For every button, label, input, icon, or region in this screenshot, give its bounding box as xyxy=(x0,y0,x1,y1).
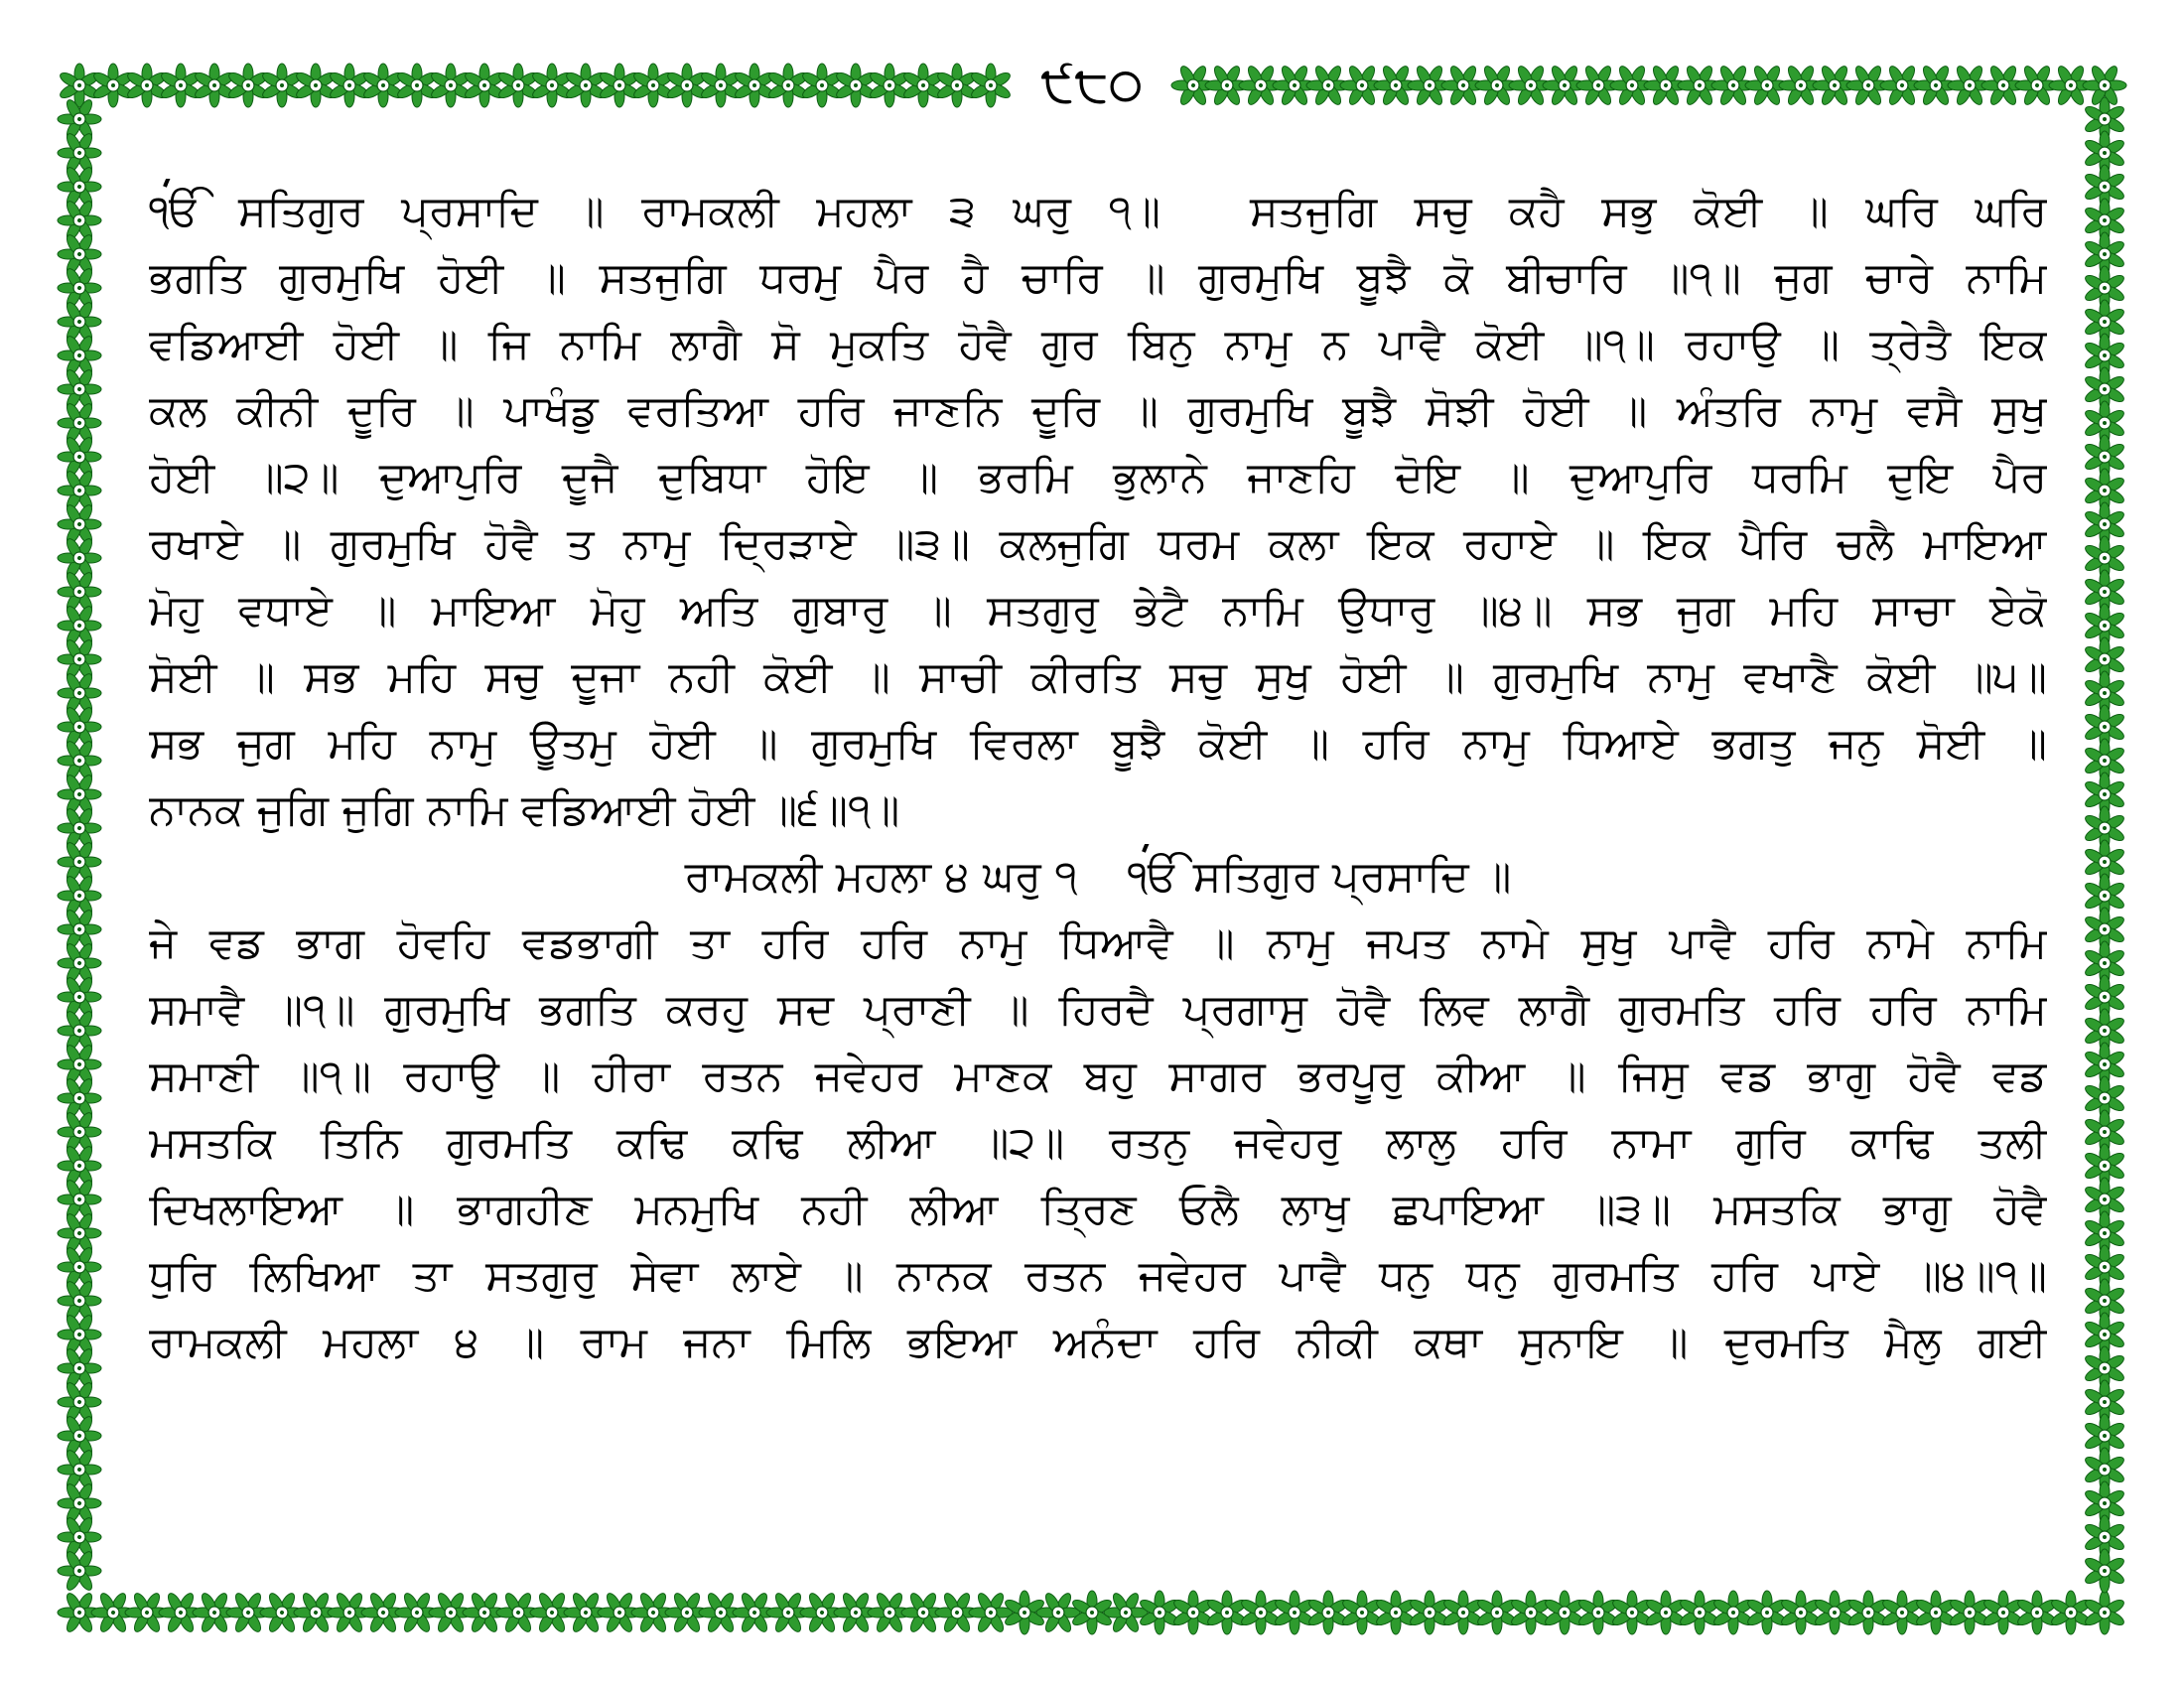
border-flower-icon xyxy=(50,393,108,453)
text-line-4: ਕਲ ਕੀਨੀ ਦੂਰਿ ॥ ਪਾਖੰਡੁ ਵਰਤਿਆ ਹਰਿ ਜਾਣਨਿ ਦੂਰਿ ॥ ਗੁਰਮੁਖਿ ਬੂਝੈ ਸੋਝੀ ਹੋਈ ॥ ਅੰਤਰਿ ਨਾਮੁ ਵਸੈ ਸੁਖੁ xyxy=(149,386,2047,436)
border-flower-icon xyxy=(50,1237,108,1297)
border-flower-icon xyxy=(1576,1591,1619,1634)
border-flower-icon xyxy=(1610,1591,1653,1634)
text-line-8: ਸੋਈ ॥ ਸਭ ਮਹਿ ਸਚੁ ਦੂਜਾ ਨਹੀ ਕੋਈ ॥ ਸਾਚੀ ਕੀਰਤਿ ਸਚੁ ਸੁਖੁ ਹੋਈ ॥ ਗੁਰਮੁਖਿ ਨਾਮੁ ਵਖਾਣੈ ਕੋਈ ॥੫॥ xyxy=(149,652,2047,702)
border-flower-icon xyxy=(50,1338,108,1398)
border-flower-icon xyxy=(1745,1591,1788,1634)
text-line-5: ਹੋਈ ॥੨॥ ਦੁਆਪੁਰਿ ਦੂਜੈ ਦੁਬਿਧਾ ਹੋਇ ॥ ਭਰਮਿ ਭੁਲਾਨੇ ਜਾਣਹਿ ਦੋਇ ॥ ਦੁਆਪੁਰਿ ਧਰਮਿ ਦੁਇ ਪੈਰ xyxy=(149,453,2047,502)
border-flower-icon xyxy=(1678,1591,1720,1634)
heading-invocation-text: ਸਤਿਗੁਰ ਪ੍ਰਸਾਦਿ ॥ xyxy=(1192,852,1512,902)
border-flower-icon xyxy=(50,191,108,250)
border-flower-icon xyxy=(2015,1591,2058,1634)
border-flower-icon xyxy=(50,900,108,959)
border-flower-icon xyxy=(50,663,108,723)
border-flower-icon xyxy=(1408,1591,1450,1634)
border-flower-icon xyxy=(935,64,978,107)
text-line-17: ਧੁਰਿ ਲਿਖਿਆ ਤਾ ਸਤਗੁਰੁ ਸੇਵਾ ਲਾਏ ॥ ਨਾਨਕ ਰਤਨ ਜਵੇਹਰ ਪਾਵੈ ਧਨੁ ਧਨੁ ਗੁਰਮਤਿ ਹਰਿ ਪਾਏ ॥੪॥੧॥ xyxy=(149,1251,2047,1301)
border-flower-icon xyxy=(2083,1591,2125,1634)
border-flower-icon xyxy=(50,157,108,216)
border-flower-icon xyxy=(631,64,674,107)
border-flower-icon xyxy=(1948,1591,1990,1634)
heading-raag-text: ਰਾਮਕਲੀ ਮਹਲਾ ੪ ਘਰੁ ੧ xyxy=(684,852,1078,902)
border-flower-icon xyxy=(50,494,108,554)
text-line-2: ਭਗਤਿ ਗੁਰਮੁਖਿ ਹੋਈ ॥ ਸਤਜੁਗਿ ਧਰਮੁ ਪੈਰ ਹੈ ਚਾਰਿ ॥ ਗੁਰਮੁਖਿ ਬੂਝੈ ਕੋ ਬੀਚਾਰਿ ॥੧॥ ਜੁਗ ਚਾਰੇ ਨਾਮਿ xyxy=(149,253,2047,303)
border-flower-icon xyxy=(50,765,108,824)
border-flower-icon xyxy=(1239,1591,1282,1634)
border-flower-icon xyxy=(1880,1591,1923,1634)
border-flower-icon xyxy=(1441,1591,1484,1634)
border-flower-icon xyxy=(260,64,303,107)
border-flower-icon xyxy=(1711,1591,1754,1634)
border-flower-icon xyxy=(50,258,108,318)
border-flower-icon xyxy=(1205,1591,1248,1634)
border-flower-icon xyxy=(50,359,108,419)
ik-onkar-arc-icon xyxy=(1138,844,1217,856)
border-flower-icon xyxy=(1475,1591,1518,1634)
gurbani-text xyxy=(149,179,2047,1376)
border-flower-icon xyxy=(1779,1591,1822,1634)
border-flower-icon xyxy=(50,1102,108,1162)
border-flower-icon xyxy=(50,1136,108,1196)
border-flower-icon xyxy=(530,64,573,107)
text-line-10: ਨਾਨਕ ਜੁਗਿ ਜੁਗਿ ਨਾਮਿ ਵਡਿਆਈ ਹੋਈ ॥੬॥੧॥ xyxy=(149,785,900,835)
border-flower-icon xyxy=(1306,1591,1349,1634)
border-flower-icon xyxy=(1644,1591,1687,1634)
border-flower-icon xyxy=(50,1440,108,1499)
border-flower-icon xyxy=(901,64,944,107)
border-flower-icon xyxy=(1543,1591,1585,1634)
border-flower-icon xyxy=(699,64,742,107)
border-flower-icon xyxy=(50,461,108,520)
border-flower-icon xyxy=(2083,1549,2125,1593)
border-flower-icon xyxy=(50,123,108,183)
border-flower-icon xyxy=(50,1305,108,1364)
border-flower-icon xyxy=(50,326,108,385)
border-flower-icon xyxy=(766,64,809,107)
border-flower-icon xyxy=(1096,1583,1155,1642)
border-flower-icon xyxy=(2049,1591,2092,1634)
border-flower-icon xyxy=(496,64,539,107)
border-flower-icon xyxy=(50,292,108,352)
border-flower-icon xyxy=(429,64,472,107)
border-flower-icon xyxy=(361,64,404,107)
border-flower-icon xyxy=(395,64,438,107)
ik-onkar-symbol: ੴ xyxy=(149,179,201,245)
border-flower-icon xyxy=(1813,1591,1855,1634)
border-flower-icon xyxy=(1374,1591,1417,1634)
border-flower-icon xyxy=(125,64,168,107)
border-flower-icon xyxy=(50,1372,108,1432)
border-flower-icon xyxy=(50,1474,108,1533)
border-flower-icon xyxy=(800,64,843,107)
border-flower-icon xyxy=(1509,1591,1552,1634)
border-flower-icon xyxy=(1171,1591,1214,1634)
border-flower-icon xyxy=(1340,1591,1383,1634)
border-flower-icon xyxy=(226,64,269,107)
ik-onkar-arc-icon xyxy=(159,179,238,191)
border-flower-icon xyxy=(961,1583,1020,1642)
border-flower-icon xyxy=(834,64,877,107)
text-line-3: ਵਡਿਆਈ ਹੋਈ ॥ ਜਿ ਨਾਮਿ ਲਾਗੈ ਸੋ ਮੁਕਤਿ ਹੋਵੈ ਗੁਰ ਬਿਨੁ ਨਾਮੁ ਨ ਪਾਵੈ ਕੋਈ ॥੧॥ ਰਹਾਉ ॥ ਤ੍ਰੇਤੈ ਇਕ xyxy=(149,320,2047,369)
border-flower-icon xyxy=(50,224,108,284)
text-line-13: ਸਮਾਵੈ ॥੧॥ ਗੁਰਮੁਖਿ ਭਗਤਿ ਕਰਹੁ ਸਦ ਪ੍ਰਾਣੀ ॥ ਹਿਰਦੈ ਪ੍ਰਗਾਸੁ ਹੋਵੈ ਲਿਵ ਲਾਗੈ ਗੁਰਮਤਿ ਹਰਿ ਹਰਿ ਨਾਮਿ xyxy=(149,985,2047,1035)
border-flower-icon xyxy=(50,1170,108,1229)
text-line-7: ਮੋਹੁ ਵਧਾਏ ॥ ਮਾਇਆ ਮੋਹੁ ਅਤਿ ਗੁਬਾਰੁ ॥ ਸਤਗੁਰੁ ਭੇਟੈ ਨਾਮਿ ਉਧਾਰੁ ॥੪॥ ਸਭ ਜੁਗ ਮਹਿ ਸਾਚਾ ਏਕੋ xyxy=(149,586,2047,635)
border-flower-icon xyxy=(868,64,910,107)
invocation-text: ਸਤਿਗੁਰ ਪ੍ਰਸਾਦਿ ॥ ਰਾਮਕਲੀ ਮਹਲਾ ੩ ਘਰੁ ੧॥ xyxy=(237,187,1161,236)
border-flower-icon xyxy=(50,1406,108,1466)
border-flower-icon xyxy=(665,64,708,107)
text-line-15: ਮਸਤਕਿ ਤਿਨਿ ਗੁਰਮਤਿ ਕਢਿ ਕਢਿ ਲੀਆ ॥੨॥ ਰਤਨੁ ਜਵੇਹਰੁ ਲਾਲੁ ਹਰਿ ਨਾਮਾ ਗੁਰਿ ਕਾਢਿ ਤਲੀ xyxy=(149,1118,2047,1168)
border-flower-icon xyxy=(50,1001,108,1060)
text-line-9: ਸਭ ਜੁਗ ਮਹਿ ਨਾਮੁ ਊਤਮੁ ਹੋਈ ॥ ਗੁਰਮੁਖਿ ਵਿਰਲਾ ਬੂਝੈ ਕੋਈ ॥ ਹਰਿ ਨਾਮੁ ਧਿਆਏ ਭਗਤੁ ਜਨੁ ਸੋਈ ॥ xyxy=(149,719,2047,769)
border-flower-icon xyxy=(50,1068,108,1128)
border-flower-icon xyxy=(50,596,108,655)
border-flower-icon xyxy=(50,1541,108,1601)
text-line-6: ਰਖਾਏ ॥ ਗੁਰਮੁਖਿ ਹੋਵੈ ਤ ਨਾਮੁ ਦ੍ਰਿੜਾਏ ॥੩॥ ਕਲਜੁਗਿ ਧਰਮ ਕਲਾ ਇਕ ਰਹਾਏ ॥ ਇਕ ਪੈਰਿ ਚਲੈ ਮਾਇਆ xyxy=(149,519,2047,569)
border-flower-icon xyxy=(1028,1583,1087,1642)
border-flower-icon xyxy=(564,64,607,107)
text-line-1 xyxy=(149,179,2047,245)
section-heading xyxy=(149,844,2047,911)
ik-onkar-symbol: ੴ xyxy=(1128,844,1179,911)
border-flower-icon xyxy=(58,64,100,107)
border-flower-icon xyxy=(50,630,108,689)
border-flower-icon xyxy=(193,64,235,107)
border-flower-icon xyxy=(733,64,775,107)
border-flower-icon xyxy=(50,933,108,993)
border-flower-icon xyxy=(1273,1591,1315,1634)
text-line-14: ਸਮਾਣੀ ॥੧॥ ਰਹਾਉ ॥ ਹੀਰਾ ਰਤਨ ਜਵੇਹਰ ਮਾਣਕ ਬਹੁ ਸਾਗਰ ਭਰਪੂਰੁ ਕੀਆ ॥ ਜਿਸੁ ਵਡ ਭਾਗੁ ਹੋਵੈ ਵਡ xyxy=(149,1052,2047,1101)
border-flower-icon xyxy=(50,798,108,858)
border-flower-icon xyxy=(50,427,108,487)
border-flower-icon xyxy=(50,697,108,757)
border-flower-icon xyxy=(50,528,108,588)
border-flower-icon xyxy=(50,731,108,790)
border-flower-icon xyxy=(50,1271,108,1331)
text-line-18: ਰਾਮਕਲੀ ਮਹਲਾ ੪ ॥ ਰਾਮ ਜਨਾ ਮਿਲਿ ਭਇਆ ਅਨੰਦਾ ਹਰਿ ਨੀਕੀ ਕਥਾ ਸੁਨਾਇ ॥ ਦੁਰਮਤਿ ਮੈਲੁ ਗਈ xyxy=(149,1318,2047,1367)
border-flower-icon xyxy=(1914,1591,1957,1634)
border-flower-icon xyxy=(91,64,134,107)
border-flower-icon xyxy=(1981,1591,2024,1634)
verse-start-text: ਸਤਜੁਗਿ ਸਚੁ ਕਹੈ ਸਭੁ ਕੋਈ ॥ ਘਰਿ ਘਰਿ xyxy=(1250,187,2047,236)
border-flower-icon xyxy=(969,64,1012,107)
border-flower-icon xyxy=(50,1203,108,1263)
page-number: ੯੮੦ xyxy=(1032,50,1152,119)
border-flower-icon xyxy=(50,1507,108,1567)
border-flower-icon xyxy=(50,832,108,892)
border-flower-icon xyxy=(463,64,505,107)
border-flower-icon xyxy=(50,1035,108,1094)
border-flower-icon xyxy=(328,64,370,107)
border-flower-icon xyxy=(50,562,108,622)
text-line-12: ਜੇ ਵਡ ਭਾਗ ਹੋਵਹਿ ਵਡਭਾਗੀ ਤਾ ਹਰਿ ਹਰਿ ਨਾਮੁ ਧਿਆਵੈ ॥ ਨਾਮੁ ਜਪਤ ਨਾਮੇ ਸੁਖੁ ਪਾਵੈ ਹਰਿ ਨਾਮੇ ਨਾਮਿ xyxy=(149,918,2047,968)
border-flower-icon xyxy=(50,866,108,925)
border-flower-icon xyxy=(294,64,337,107)
border-flower-icon xyxy=(598,64,640,107)
text-line-16: ਦਿਖਲਾਇਆ ॥ ਭਾਗਹੀਣ ਮਨਮੁਖਿ ਨਹੀ ਲੀਆ ਤ੍ਰਿਣ ਓਲੈ ਲਾਖੁ ਛਪਾਇਆ ॥੩॥ ਮਸਤਕਿ ਭਾਗੁ ਹੋਵੈ xyxy=(149,1185,2047,1234)
border-flower-icon xyxy=(50,967,108,1027)
border-flower-icon xyxy=(159,64,202,107)
border-flower-icon xyxy=(1846,1591,1889,1634)
